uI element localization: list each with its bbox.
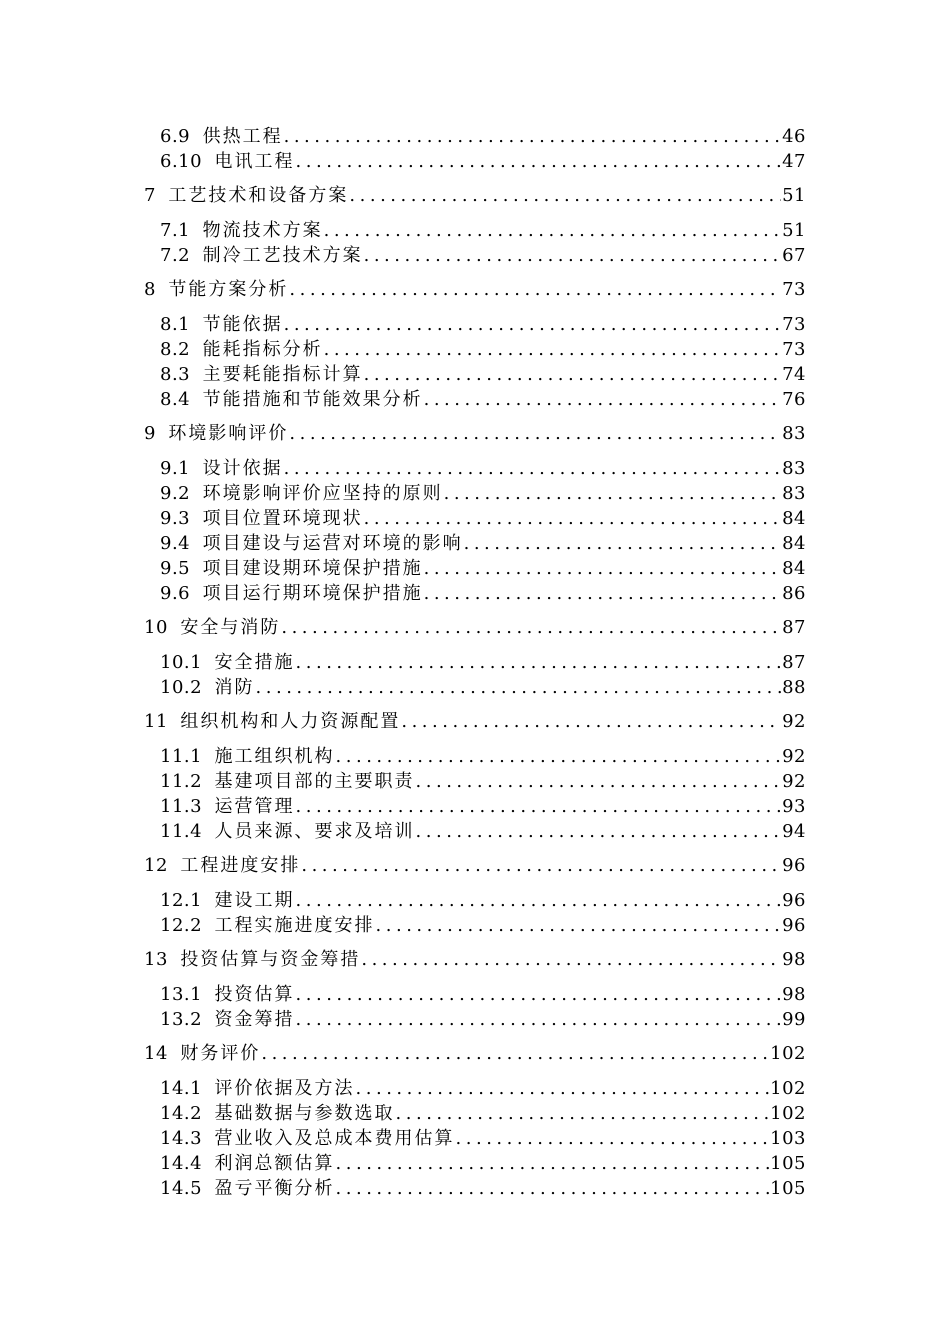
toc-dot-leader bbox=[301, 853, 781, 878]
toc-entry-title: 主要耗能指标计算 bbox=[202, 364, 363, 385]
toc-entry-number: 6.10 bbox=[160, 151, 203, 172]
toc-entry-gap bbox=[202, 913, 214, 938]
toc-entry-line bbox=[160, 149, 806, 174]
toc-entry-title: 节能方案分析 bbox=[168, 279, 289, 300]
toc-entry-gap bbox=[202, 1176, 214, 1201]
toc-entry-line bbox=[160, 337, 806, 362]
toc-section-entry[interactable] bbox=[0, 1007, 950, 1032]
toc-entry-title: 环境影响评价应坚持的原则 bbox=[202, 483, 443, 504]
toc-section-entry[interactable] bbox=[0, 531, 950, 556]
toc-page-number: 73 bbox=[782, 279, 806, 300]
toc-entry-gap bbox=[202, 1126, 214, 1151]
toc-entry-gap bbox=[168, 615, 180, 640]
toc-entry-number: 9.4 bbox=[160, 533, 191, 554]
toc-dot-leader bbox=[281, 615, 781, 640]
toc-entry-gap bbox=[156, 183, 168, 208]
table-of-contents bbox=[0, 124, 950, 1201]
toc-dot-leader bbox=[456, 1126, 770, 1151]
toc-dot-leader bbox=[416, 769, 782, 794]
toc-entry-gap bbox=[168, 853, 180, 878]
toc-dot-leader bbox=[336, 744, 782, 769]
toc-entry-number: 11.2 bbox=[160, 771, 203, 792]
toc-entry-gap bbox=[190, 531, 202, 556]
toc-page-number: 87 bbox=[782, 617, 806, 638]
toc-entry-line bbox=[160, 312, 806, 337]
toc-entry-title: 盈亏平衡分析 bbox=[214, 1178, 335, 1199]
toc-page-number: 96 bbox=[782, 855, 806, 876]
toc-entry-number: 8.2 bbox=[160, 339, 191, 360]
toc-entry-line bbox=[160, 243, 806, 268]
toc-dot-leader bbox=[349, 183, 781, 208]
toc-entry-line bbox=[160, 1151, 806, 1176]
toc-entry-gap bbox=[202, 1151, 214, 1176]
toc-entry-line bbox=[160, 744, 806, 769]
toc-entry-number: 11.1 bbox=[160, 746, 203, 767]
toc-entry-gap bbox=[168, 1041, 180, 1066]
toc-entry-title: 基础数据与参数选取 bbox=[214, 1103, 395, 1124]
toc-entry-line bbox=[144, 421, 806, 446]
toc-entry-line bbox=[144, 709, 806, 734]
toc-section-entry[interactable] bbox=[0, 387, 950, 412]
toc-entry-number: 14.5 bbox=[160, 1178, 203, 1199]
toc-entry-title: 人员来源、要求及培训 bbox=[214, 821, 415, 842]
toc-entry-line bbox=[160, 794, 806, 819]
toc-dot-leader bbox=[396, 1101, 770, 1126]
toc-entry-title: 项目建设期环境保护措施 bbox=[202, 558, 423, 579]
toc-dot-leader bbox=[364, 506, 782, 531]
toc-page-number: 84 bbox=[782, 558, 806, 579]
toc-entry-line bbox=[160, 675, 806, 700]
toc-entry-number: 11.4 bbox=[160, 821, 203, 842]
toc-dot-leader bbox=[336, 1176, 770, 1201]
toc-entry-line bbox=[160, 1126, 806, 1151]
toc-entry-gap bbox=[202, 149, 214, 174]
toc-entry-number: 9.3 bbox=[160, 508, 191, 529]
toc-entry-number: 10 bbox=[144, 617, 168, 638]
toc-entry-line bbox=[160, 581, 806, 606]
toc-entry-line bbox=[160, 769, 806, 794]
toc-entry-gap bbox=[190, 312, 202, 337]
toc-entry-gap bbox=[190, 581, 202, 606]
toc-chapter-entry[interactable] bbox=[0, 709, 950, 735]
toc-entry-gap bbox=[190, 337, 202, 362]
toc-chapter-entry[interactable] bbox=[0, 615, 950, 641]
toc-entry-gap bbox=[190, 218, 202, 243]
toc-entry-number: 12.1 bbox=[160, 890, 203, 911]
toc-dot-leader bbox=[401, 709, 781, 734]
toc-entry-gap bbox=[156, 421, 168, 446]
toc-section-entry[interactable] bbox=[0, 124, 950, 149]
toc-entry-number: 8.4 bbox=[160, 389, 191, 410]
toc-dot-leader bbox=[361, 947, 781, 972]
toc-entry-title: 物流技术方案 bbox=[202, 220, 323, 241]
toc-dot-leader bbox=[424, 556, 782, 581]
toc-entry-gap bbox=[190, 456, 202, 481]
toc-section-entry[interactable] bbox=[0, 581, 950, 606]
toc-entry-title: 环境影响评价 bbox=[168, 423, 289, 444]
toc-entry-number: 13.2 bbox=[160, 1009, 203, 1030]
toc-entry-gap bbox=[202, 1007, 214, 1032]
toc-page-number: 105 bbox=[770, 1153, 806, 1174]
toc-entry-number: 11.3 bbox=[160, 796, 203, 817]
toc-entry-title: 运营管理 bbox=[214, 796, 295, 817]
toc-entry-line bbox=[160, 1101, 806, 1126]
toc-entry-gap bbox=[202, 819, 214, 844]
toc-entry-line bbox=[160, 819, 806, 844]
toc-entry-title: 资金筹措 bbox=[214, 1009, 295, 1030]
toc-dot-leader bbox=[356, 1076, 770, 1101]
toc-entry-gap bbox=[156, 277, 168, 302]
toc-entry-gap bbox=[202, 1076, 214, 1101]
toc-entry-gap bbox=[190, 556, 202, 581]
toc-page-number: 105 bbox=[770, 1178, 806, 1199]
toc-page-number: 88 bbox=[782, 677, 806, 698]
toc-entry-line bbox=[160, 506, 806, 531]
toc-entry-number: 9.6 bbox=[160, 583, 191, 604]
toc-entry-line bbox=[160, 387, 806, 412]
toc-page-number: 83 bbox=[782, 483, 806, 504]
toc-page-number: 83 bbox=[782, 423, 806, 444]
toc-page-number: 102 bbox=[770, 1103, 806, 1124]
toc-dot-leader bbox=[284, 312, 782, 337]
toc-dot-leader bbox=[296, 982, 782, 1007]
toc-entry-title: 节能依据 bbox=[202, 314, 283, 335]
toc-section-entry[interactable] bbox=[0, 556, 950, 581]
toc-entry-title: 施工组织机构 bbox=[214, 746, 335, 767]
toc-page-number: 102 bbox=[770, 1043, 806, 1064]
toc-entry-number: 13 bbox=[144, 949, 168, 970]
toc-entry-line bbox=[160, 481, 806, 506]
toc-entry-line bbox=[160, 888, 806, 913]
toc-entry-line bbox=[160, 1076, 806, 1101]
toc-section-entry[interactable] bbox=[0, 337, 950, 362]
toc-page-number: 83 bbox=[782, 458, 806, 479]
toc-entry-line bbox=[144, 277, 806, 302]
toc-entry-title: 供热工程 bbox=[202, 126, 283, 147]
toc-entry-number: 14.3 bbox=[160, 1128, 203, 1149]
toc-section-entry[interactable] bbox=[0, 769, 950, 794]
toc-section-entry[interactable] bbox=[0, 218, 950, 243]
toc-entry-line bbox=[160, 982, 806, 1007]
toc-page-number: 47 bbox=[782, 151, 806, 172]
toc-entry-gap bbox=[168, 947, 180, 972]
toc-page-number: 73 bbox=[782, 314, 806, 335]
toc-dot-leader bbox=[376, 913, 782, 938]
toc-dot-leader bbox=[324, 337, 782, 362]
toc-entry-number: 7.2 bbox=[160, 245, 191, 266]
toc-entry-line bbox=[144, 1041, 806, 1066]
toc-section-entry[interactable] bbox=[0, 456, 950, 481]
toc-entry-number: 11 bbox=[144, 711, 168, 732]
toc-section-entry[interactable] bbox=[0, 1151, 950, 1176]
toc-page-number: 92 bbox=[782, 771, 806, 792]
toc-section-entry[interactable] bbox=[0, 243, 950, 268]
toc-entry-gap bbox=[202, 769, 214, 794]
toc-entry-title: 营业收入及总成本费用估算 bbox=[214, 1128, 455, 1149]
toc-chapter-entry[interactable] bbox=[0, 1041, 950, 1067]
toc-entry-line bbox=[160, 124, 806, 149]
toc-section-entry[interactable] bbox=[0, 1126, 950, 1151]
toc-dot-leader bbox=[289, 277, 781, 302]
toc-page-number: 86 bbox=[782, 583, 806, 604]
toc-dot-leader bbox=[424, 387, 782, 412]
toc-dot-leader bbox=[296, 888, 782, 913]
toc-page-number: 103 bbox=[770, 1128, 806, 1149]
toc-section-entry[interactable] bbox=[0, 1176, 950, 1201]
toc-section-entry[interactable] bbox=[0, 819, 950, 844]
toc-section-entry[interactable] bbox=[0, 913, 950, 938]
toc-entry-number: 6.9 bbox=[160, 126, 191, 147]
toc-dot-leader bbox=[284, 124, 782, 149]
toc-page-number: 92 bbox=[782, 746, 806, 767]
toc-entry-number: 14.2 bbox=[160, 1103, 203, 1124]
toc-dot-leader bbox=[464, 531, 782, 556]
toc-entry-number: 8.1 bbox=[160, 314, 191, 335]
toc-entry-line bbox=[144, 853, 806, 878]
toc-chapter-entry[interactable] bbox=[0, 853, 950, 879]
toc-entry-gap bbox=[190, 124, 202, 149]
toc-entry-title: 组织机构和人力资源配置 bbox=[180, 711, 401, 732]
toc-entry-number: 13.1 bbox=[160, 984, 203, 1005]
toc-entry-title: 电讯工程 bbox=[214, 151, 295, 172]
toc-entry-gap bbox=[202, 1101, 214, 1126]
toc-page-number: 96 bbox=[782, 915, 806, 936]
toc-section-entry[interactable] bbox=[0, 982, 950, 1007]
toc-section-entry[interactable] bbox=[0, 362, 950, 387]
toc-dot-leader bbox=[364, 243, 782, 268]
toc-dot-leader bbox=[364, 362, 782, 387]
toc-entry-title: 工艺技术和设备方案 bbox=[168, 185, 349, 206]
toc-page-number: 98 bbox=[782, 984, 806, 1005]
toc-entry-gap bbox=[190, 506, 202, 531]
toc-entry-title: 评价依据及方法 bbox=[214, 1078, 355, 1099]
toc-entry-number: 14.4 bbox=[160, 1153, 203, 1174]
toc-entry-number: 10.2 bbox=[160, 677, 203, 698]
toc-dot-leader bbox=[296, 1007, 782, 1032]
toc-entry-title: 建设工期 bbox=[214, 890, 295, 911]
toc-entry-title: 项目运行期环境保护措施 bbox=[202, 583, 423, 604]
toc-section-entry[interactable] bbox=[0, 149, 950, 174]
toc-entry-title: 消防 bbox=[214, 677, 255, 698]
toc-entry-title: 工程实施进度安排 bbox=[214, 915, 375, 936]
toc-entry-gap bbox=[190, 387, 202, 412]
toc-entry-line bbox=[144, 947, 806, 972]
toc-entry-line bbox=[144, 183, 806, 208]
toc-entry-gap bbox=[202, 888, 214, 913]
toc-entry-number: 7 bbox=[144, 185, 156, 206]
toc-entry-number: 14.1 bbox=[160, 1078, 203, 1099]
toc-section-entry[interactable] bbox=[0, 506, 950, 531]
toc-entry-number: 9.2 bbox=[160, 483, 191, 504]
toc-page-number: 96 bbox=[782, 890, 806, 911]
toc-entry-title: 设计依据 bbox=[202, 458, 283, 479]
toc-page-number: 92 bbox=[782, 711, 806, 732]
toc-entry-number: 12 bbox=[144, 855, 168, 876]
toc-entry-title: 利润总额估算 bbox=[214, 1153, 335, 1174]
toc-entry-title: 节能措施和节能效果分析 bbox=[202, 389, 423, 410]
toc-dot-leader bbox=[416, 819, 782, 844]
toc-page-number: 102 bbox=[770, 1078, 806, 1099]
toc-chapter-entry[interactable] bbox=[0, 277, 950, 303]
toc-entry-line bbox=[160, 556, 806, 581]
toc-dot-leader bbox=[289, 421, 781, 446]
toc-entry-line bbox=[160, 650, 806, 675]
toc-dot-leader bbox=[296, 794, 782, 819]
toc-page-number: 73 bbox=[782, 339, 806, 360]
toc-entry-line bbox=[160, 1176, 806, 1201]
toc-entry-line bbox=[160, 1007, 806, 1032]
toc-section-entry[interactable] bbox=[0, 675, 950, 700]
toc-page-number: 74 bbox=[782, 364, 806, 385]
toc-entry-line bbox=[144, 615, 806, 640]
toc-entry-line bbox=[160, 913, 806, 938]
toc-entry-number: 10.1 bbox=[160, 652, 203, 673]
toc-section-entry[interactable] bbox=[0, 888, 950, 913]
toc-entry-title: 能耗指标分析 bbox=[202, 339, 323, 360]
toc-entry-gap bbox=[190, 243, 202, 268]
toc-page-number: 93 bbox=[782, 796, 806, 817]
toc-entry-line bbox=[160, 456, 806, 481]
toc-entry-gap bbox=[202, 675, 214, 700]
toc-chapter-entry[interactable] bbox=[0, 183, 950, 209]
toc-entry-title: 项目位置环境现状 bbox=[202, 508, 363, 529]
toc-entry-gap bbox=[190, 362, 202, 387]
toc-dot-leader bbox=[424, 581, 782, 606]
toc-chapter-entry[interactable] bbox=[0, 421, 950, 447]
toc-dot-leader bbox=[256, 675, 782, 700]
toc-entry-title: 安全措施 bbox=[214, 652, 295, 673]
toc-entry-title: 安全与消防 bbox=[180, 617, 281, 638]
toc-dot-leader bbox=[296, 149, 782, 174]
toc-section-entry[interactable] bbox=[0, 1076, 950, 1101]
toc-dot-leader bbox=[284, 456, 782, 481]
toc-entry-title: 工程进度安排 bbox=[180, 855, 301, 876]
toc-entry-number: 8 bbox=[144, 279, 156, 300]
toc-section-entry[interactable] bbox=[0, 1101, 950, 1126]
toc-entry-number: 8.3 bbox=[160, 364, 191, 385]
toc-entry-gap bbox=[190, 481, 202, 506]
toc-page-number: 87 bbox=[782, 652, 806, 673]
toc-entry-title: 财务评价 bbox=[180, 1043, 261, 1064]
toc-page-number: 84 bbox=[782, 533, 806, 554]
toc-dot-leader bbox=[324, 218, 782, 243]
toc-section-entry[interactable] bbox=[0, 794, 950, 819]
toc-section-entry[interactable] bbox=[0, 744, 950, 769]
toc-entry-number: 12.2 bbox=[160, 915, 203, 936]
toc-page-number: 94 bbox=[782, 821, 806, 842]
toc-dot-leader bbox=[261, 1041, 769, 1066]
toc-entry-gap bbox=[202, 982, 214, 1007]
toc-section-entry[interactable] bbox=[0, 481, 950, 506]
toc-entry-gap bbox=[202, 650, 214, 675]
toc-entry-gap bbox=[202, 744, 214, 769]
toc-entry-line bbox=[160, 362, 806, 387]
toc-entry-line bbox=[160, 531, 806, 556]
toc-entry-number: 9.1 bbox=[160, 458, 191, 479]
toc-entry-title: 制冷工艺技术方案 bbox=[202, 245, 363, 266]
toc-entry-gap bbox=[168, 709, 180, 734]
toc-entry-line bbox=[160, 218, 806, 243]
toc-entry-title: 基建项目部的主要职责 bbox=[214, 771, 415, 792]
toc-entry-title: 投资估算 bbox=[214, 984, 295, 1005]
toc-entry-number: 9.5 bbox=[160, 558, 191, 579]
toc-entry-number: 9 bbox=[144, 423, 156, 444]
toc-page-number: 84 bbox=[782, 508, 806, 529]
toc-page-number: 99 bbox=[782, 1009, 806, 1030]
toc-page-number: 67 bbox=[782, 245, 806, 266]
toc-chapter-entry[interactable] bbox=[0, 947, 950, 973]
toc-dot-leader bbox=[444, 481, 782, 506]
toc-section-entry[interactable] bbox=[0, 312, 950, 337]
toc-entry-number: 7.1 bbox=[160, 220, 191, 241]
toc-dot-leader bbox=[336, 1151, 770, 1176]
toc-page-number: 51 bbox=[782, 185, 806, 206]
toc-entry-title: 项目建设与运营对环境的影响 bbox=[202, 533, 463, 554]
toc-page-number: 46 bbox=[782, 126, 806, 147]
toc-page-number: 98 bbox=[782, 949, 806, 970]
toc-page-number: 51 bbox=[782, 220, 806, 241]
toc-dot-leader bbox=[296, 650, 782, 675]
toc-page-number: 76 bbox=[782, 389, 806, 410]
toc-entry-title: 投资估算与资金筹措 bbox=[180, 949, 361, 970]
toc-section-entry[interactable] bbox=[0, 650, 950, 675]
toc-entry-gap bbox=[202, 794, 214, 819]
toc-entry-number: 14 bbox=[144, 1043, 168, 1064]
